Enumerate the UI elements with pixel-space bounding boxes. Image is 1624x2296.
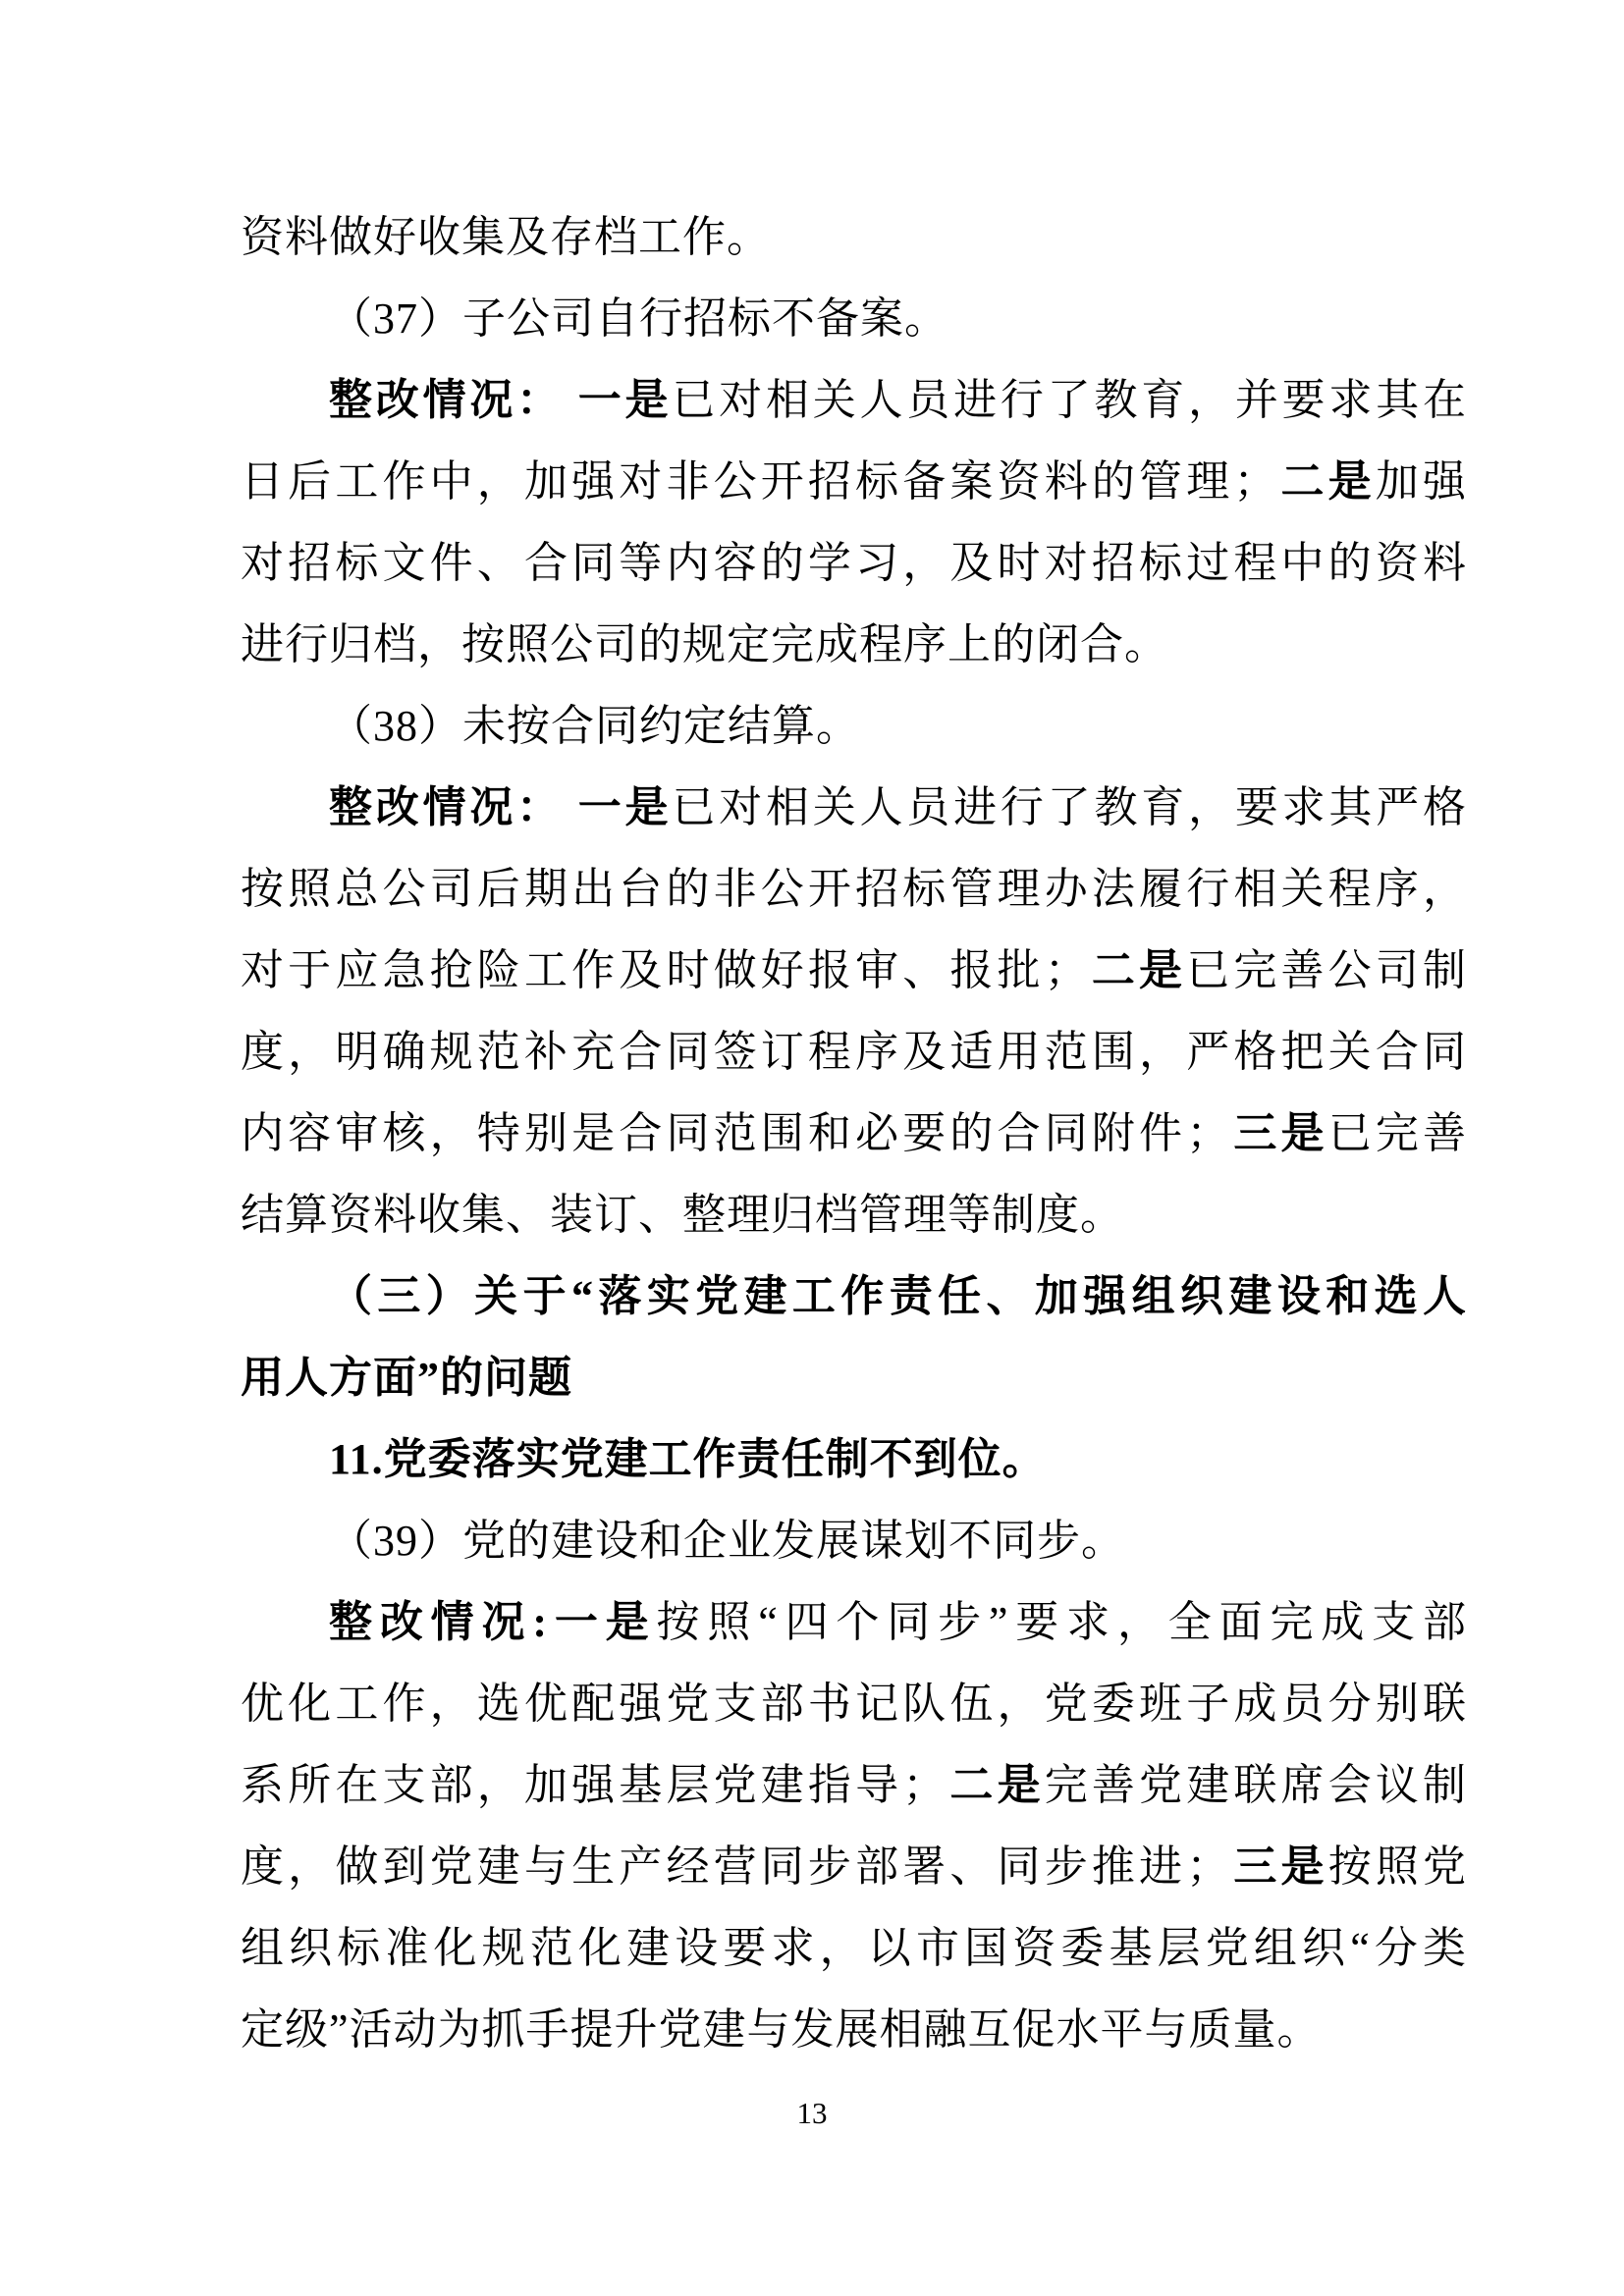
bold-text-segment: 二是: [946, 1761, 1045, 1809]
text-segment: 度，做到党建与生产经营同步部署、同步推进；: [241, 1842, 1230, 1891]
text-line: [241, 1581, 1466, 1663]
text-line: [241, 278, 1466, 359]
text-segment: 资料做好收集及存档工作。: [241, 213, 771, 261]
text-segment: 对招标文件、合同等内容的学习，及时对招标过程中的资料: [241, 539, 1466, 587]
text-segment: （37）子公司自行招标不备案。: [329, 294, 948, 343]
text-line: [241, 1989, 1466, 2070]
bold-text-segment: 用人方面”的问题: [241, 1354, 572, 1402]
bold-text-segment: 三是: [1229, 1842, 1328, 1891]
text-line: [241, 1093, 1466, 1174]
bold-text-segment: 三是: [1229, 1109, 1328, 1157]
bold-text-segment: 二是: [1276, 457, 1376, 506]
text-segment: 对于应急抢险工作及时做好报审、报批；: [241, 946, 1088, 994]
text-line: [241, 522, 1466, 604]
text-line: [241, 1907, 1466, 1989]
text-segment: 系所在支部，加强基层党建指导；: [241, 1761, 947, 1809]
text-segment: 已完善公司制: [1186, 946, 1467, 994]
bold-text-segment: 整改情况:一是: [329, 1598, 657, 1646]
text-segment: 完善党建联席会议制: [1044, 1761, 1467, 1809]
text-segment: 按照“四个同步”要求，全面完成支部: [656, 1598, 1467, 1646]
text-line: [241, 685, 1466, 767]
text-line: [241, 1174, 1466, 1255]
text-segment: 已对相关人员进行了教育，并要求其在: [672, 376, 1467, 424]
text-segment: 已完善: [1327, 1109, 1467, 1157]
text-line: [241, 604, 1466, 685]
text-line: [241, 1500, 1466, 1581]
text-line: [241, 1744, 1466, 1826]
text-segment: 优化工作，选优配强党支部书记队伍，党委班子成员分别联: [241, 1680, 1466, 1728]
text-segment: 定级”活动为抓手提升党建与发展相融互促水平与质量。: [241, 2005, 1322, 2054]
text-line: [241, 767, 1466, 848]
text-line: [241, 1337, 1466, 1418]
text-line: [241, 1418, 1466, 1500]
text-line: [241, 1255, 1466, 1337]
text-segment: 内容审核，特别是合同范围和必要的合同附件；: [241, 1109, 1230, 1157]
bold-text-segment: 整改情况： 一是: [329, 376, 673, 424]
text-segment: 已对相关人员进行了教育，要求其严格: [672, 783, 1467, 831]
text-segment: 加强: [1375, 457, 1467, 506]
text-line: [241, 1011, 1466, 1093]
text-segment: 结算资料收集、装订、整理归档管理等制度。: [241, 1191, 1124, 1239]
text-segment: 按照总公司后期出台的非公开招标管理办法履行相关程序，: [241, 865, 1466, 913]
text-line: [241, 848, 1466, 930]
text-line: [241, 359, 1466, 441]
text-segment: 度，明确规范补充合同签订程序及适用范围，严格把关合同: [241, 1028, 1466, 1076]
page-number: 13: [796, 2096, 828, 2130]
bold-text-segment: 二是: [1087, 946, 1187, 994]
text-line: [241, 196, 1466, 278]
bold-text-segment: 11.党委落实党建工作责任制不到位。: [329, 1435, 1047, 1483]
text-segment: （39）党的建设和企业发展谋划不同步。: [329, 1517, 1125, 1565]
text-segment: 日后工作中，加强对非公开招标备案资料的管理；: [241, 457, 1277, 506]
bold-text-segment: 整改情况： 一是: [329, 783, 673, 831]
text-line: [241, 1663, 1466, 1744]
text-segment: 按照党: [1327, 1842, 1467, 1891]
text-line: [241, 1826, 1466, 1907]
text-line: [241, 930, 1466, 1011]
text-segment: 进行归档，按照公司的规定完成程序上的闭合。: [241, 620, 1168, 668]
text-segment: 组织标准化规范化建设要求，以市国资委基层党组织“分类: [241, 1924, 1466, 1972]
document-body: [241, 196, 1466, 2070]
bold-text-segment: （三）关于“落实党建工作责任、加强组织建设和选人: [329, 1272, 1466, 1320]
text-segment: （38）未按合同约定结算。: [329, 702, 860, 750]
text-line: [241, 441, 1466, 522]
